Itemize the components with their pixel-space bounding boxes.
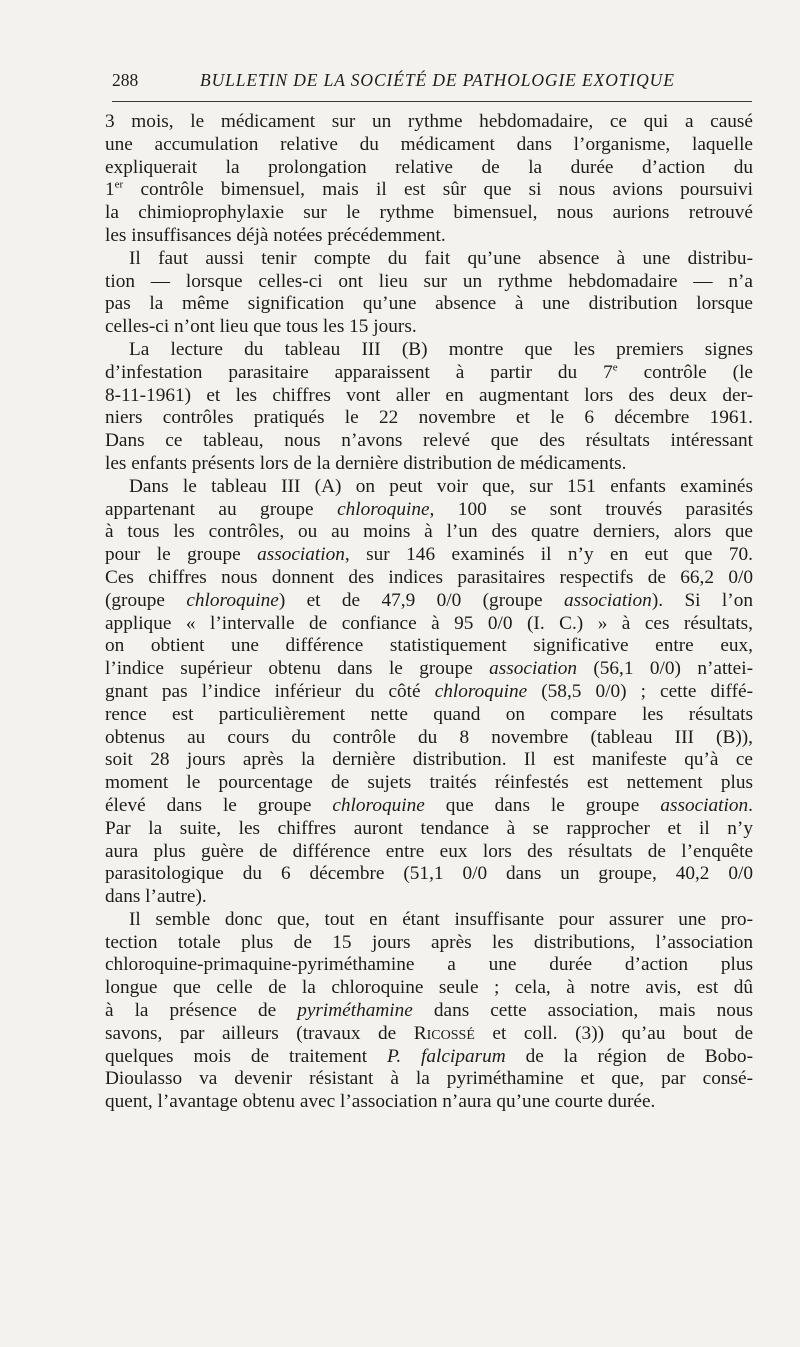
article-body	[105, 111, 753, 1114]
text-line: élevé dans le groupe chloroquine que dans le groupe association.	[105, 794, 753, 816]
text-line: 8-11-1961) et les chiffres vont aller en augmentant lors des deux der-	[105, 384, 753, 406]
text-line: l’indice supérieur obtenu dans le groupe association (56,1 0/0) n’attei-	[105, 658, 753, 680]
text-line: savons, par ailleurs (travaux de Ricossé et coll. (3)) qu’au bout de	[105, 1022, 754, 1044]
text-line: dans l’autre).	[105, 886, 207, 908]
text-line: obtenus au cours du contrôle du 8 novembre (tableau III (B)),	[105, 726, 753, 748]
running-title: BULLETIN DE LA SOCIÉTÉ DE PATHOLOGIE EXOTIQUE	[200, 70, 675, 90]
paragraph	[105, 909, 753, 1114]
text-line: longue que celle de la chloroquine seule ; cela, à notre avis, est dû	[105, 977, 753, 999]
text-line: 1er contrôle bimensuel, mais il est sûr que si nous avions poursuivi	[105, 178, 753, 201]
text-line: une accumulation relative du médicament dans l’organisme, laquelle	[105, 133, 753, 155]
text-line: Ces chiffres nous donnent des indices parasitaires respectifs de 66,2 0/0	[105, 566, 753, 588]
text-line: Il semble donc que, tout en étant insuffisante pour assurer une pro-	[129, 908, 753, 930]
text-line: pas la même signification qu’une absence à une distribution lorsque	[105, 293, 753, 315]
text-line: Dans le tableau III (A) on peut voir que, sur 151 enfants examinés	[129, 475, 753, 497]
text-line: la chimioprophylaxie sur le rythme bimensuel, nous aurions retrouvé	[105, 202, 753, 224]
page-number: 288	[112, 70, 139, 90]
text-line: applique « l’intervalle de confiance à 95 0/0 (I. C.) » à ces résultats,	[105, 612, 753, 634]
text-line: on obtient une différence statistiquement significative entre eux,	[105, 635, 753, 657]
text-line: Il faut aussi tenir compte du fait qu’une absence à une distribu-	[129, 247, 753, 269]
text-line: chloroquine-primaquine-pyriméthamine a une durée d’action plus	[105, 954, 753, 976]
text-line: à la présence de pyriméthamine dans cette association, mais nous	[105, 1000, 754, 1022]
text-line: moment le pourcentage de sujets traités réinfestés est nettement plus	[105, 772, 753, 794]
text-line: soit 28 jours après la dernière distribution. Il est manifeste qu’à ce	[105, 749, 753, 771]
text-line: tection totale plus de 15 jours après les distributions, l’association	[105, 931, 753, 953]
text-line: rence est particulièrement nette quand on compare les résultats	[105, 703, 753, 725]
text-line: quelques mois de traitement P. falciparum de la région de Bobo-	[105, 1045, 753, 1067]
header-rule	[112, 101, 752, 102]
text-line: quent, l’avantage obtenu avec l’association n’aura qu’une courte durée.	[105, 1091, 656, 1113]
text-line: Dioulasso va devenir résistant à la pyriméthamine et que, par consé-	[105, 1068, 753, 1090]
text-line: parasitologique du 6 décembre (51,1 0/0 dans un groupe, 40,2 0/0	[105, 863, 753, 885]
text-line: Dans ce tableau, nous n’avons relevé que des résultats intéressant	[105, 430, 753, 452]
running-header	[112, 70, 752, 94]
text-line: d’infestation parasitaire apparaissent à partir du 7e contrôle (le	[105, 361, 753, 383]
text-line: gnant pas l’indice inférieur du côté chloroquine (58,5 0/0) ; cette diffé-	[105, 680, 753, 702]
text-line: Par la suite, les chiffres auront tendance à se rapprocher et il n’y	[105, 817, 753, 839]
text-line: à tous les contrôles, ou au moins à l’un des quatre derniers, alors que	[105, 521, 753, 543]
text-line: appartenant au groupe chloroquine, 100 se sont trouvés parasités	[105, 498, 753, 520]
paragraph	[105, 476, 753, 909]
text-line: La lecture du tableau III (B) montre que les premiers signes	[129, 338, 753, 360]
text-line: pour le groupe association, sur 146 examinés il n’y en eut que 70.	[105, 544, 753, 566]
text-line: expliquerait la prolongation relative de la durée d’action du	[105, 156, 753, 178]
text-line: aura plus guère de différence entre eux lors des résultats de l’enquête	[105, 840, 753, 862]
text-line: les insuffisances déjà notées précédemment.	[105, 224, 446, 246]
text-line: celles-ci n’ont lieu que tous les 15 jours.	[105, 316, 417, 338]
paragraph	[105, 111, 753, 248]
text-line: 3 mois, le médicament sur un rythme hebdomadaire, ce qui a causé	[105, 111, 753, 132]
paragraph	[105, 248, 753, 339]
text-line: niers contrôles pratiqués le 22 novembre et le 6 décembre 1961.	[105, 407, 753, 429]
text-line: les enfants présents lors de la dernière distribution de médicaments.	[105, 452, 627, 474]
text-line: tion — lorsque celles-ci ont lieu sur un rythme hebdomadaire — n’a	[105, 270, 753, 292]
paragraph	[105, 339, 753, 476]
text-line: (groupe chloroquine) et de 47,9 0/0 (groupe association). Si l’on	[105, 589, 753, 611]
